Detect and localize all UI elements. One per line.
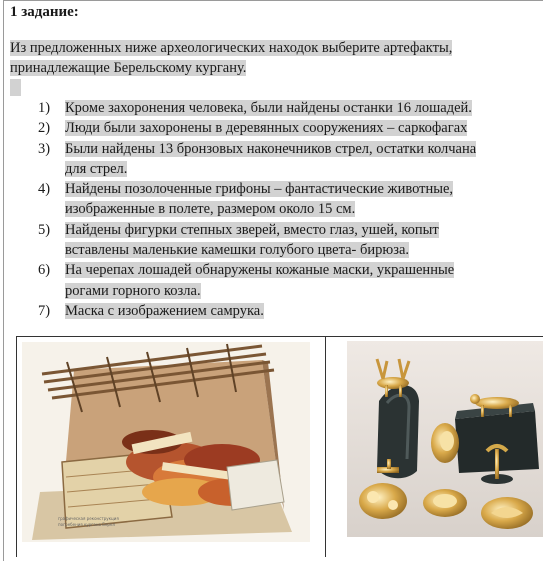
list-item — [0, 220, 543, 261]
task-heading: 1 задание: — [10, 4, 79, 20]
list-item — [0, 260, 543, 301]
item-number: 7) — [38, 302, 51, 319]
highlight-mark — [10, 79, 21, 96]
item-text: Были найдены 13 бронзовых наконечников стрел, остатки колчана — [65, 140, 477, 157]
item-number: 5) — [38, 221, 51, 238]
item-number: 2) — [38, 120, 51, 137]
item-number: 6) — [38, 262, 51, 279]
item-number: 3) — [38, 140, 51, 157]
golden-artifacts-photo-icon — [347, 341, 543, 537]
item-text: вставлены маленькие камешки голубого цвета- бирюза. — [65, 242, 410, 259]
item-text: На черепах лошадей обнаружены кожаные маски, украшенные — [65, 262, 455, 279]
task-intro — [10, 39, 543, 78]
item-text: Найдены фигурки степных зверей, вместо глаз, ушей, копыт — [65, 221, 439, 238]
list-item — [0, 98, 543, 118]
item-text: для стрел. — [65, 160, 128, 177]
item-text: Люди были захоронены в деревянных сооружениях – саркофагах — [65, 120, 468, 137]
item-text: Кроме захоронения человека, были найдены останки 16 лошадей. — [65, 100, 472, 116]
list-item — [0, 301, 543, 321]
svg-text:погребения кургана Берел: погребения кургана Берел — [58, 522, 115, 527]
item-text: изображенные в полете, размером около 15 см. — [65, 201, 356, 218]
answer-list — [0, 98, 543, 321]
table-divider — [325, 337, 326, 557]
list-item — [0, 179, 543, 220]
item-text: Найдены позолоченные грифоны – фантастические животные, — [65, 181, 454, 198]
illustration-caption: графическая реконструкция — [58, 516, 119, 521]
burial-chamber-illustration-icon — [22, 342, 310, 542]
intro-line-1: Из предложенных ниже археологических находок выберите артефакты, — [10, 40, 453, 56]
item-text: Маска с изображением самрука. — [65, 302, 264, 319]
list-item — [0, 118, 543, 138]
item-number: 4) — [38, 181, 51, 198]
item-number: 1) — [38, 100, 51, 116]
list-item — [0, 139, 543, 180]
intro-line-2: принадлежащие Берельскому кургану. — [10, 59, 247, 76]
item-text: рогами горного козла. — [65, 282, 201, 299]
